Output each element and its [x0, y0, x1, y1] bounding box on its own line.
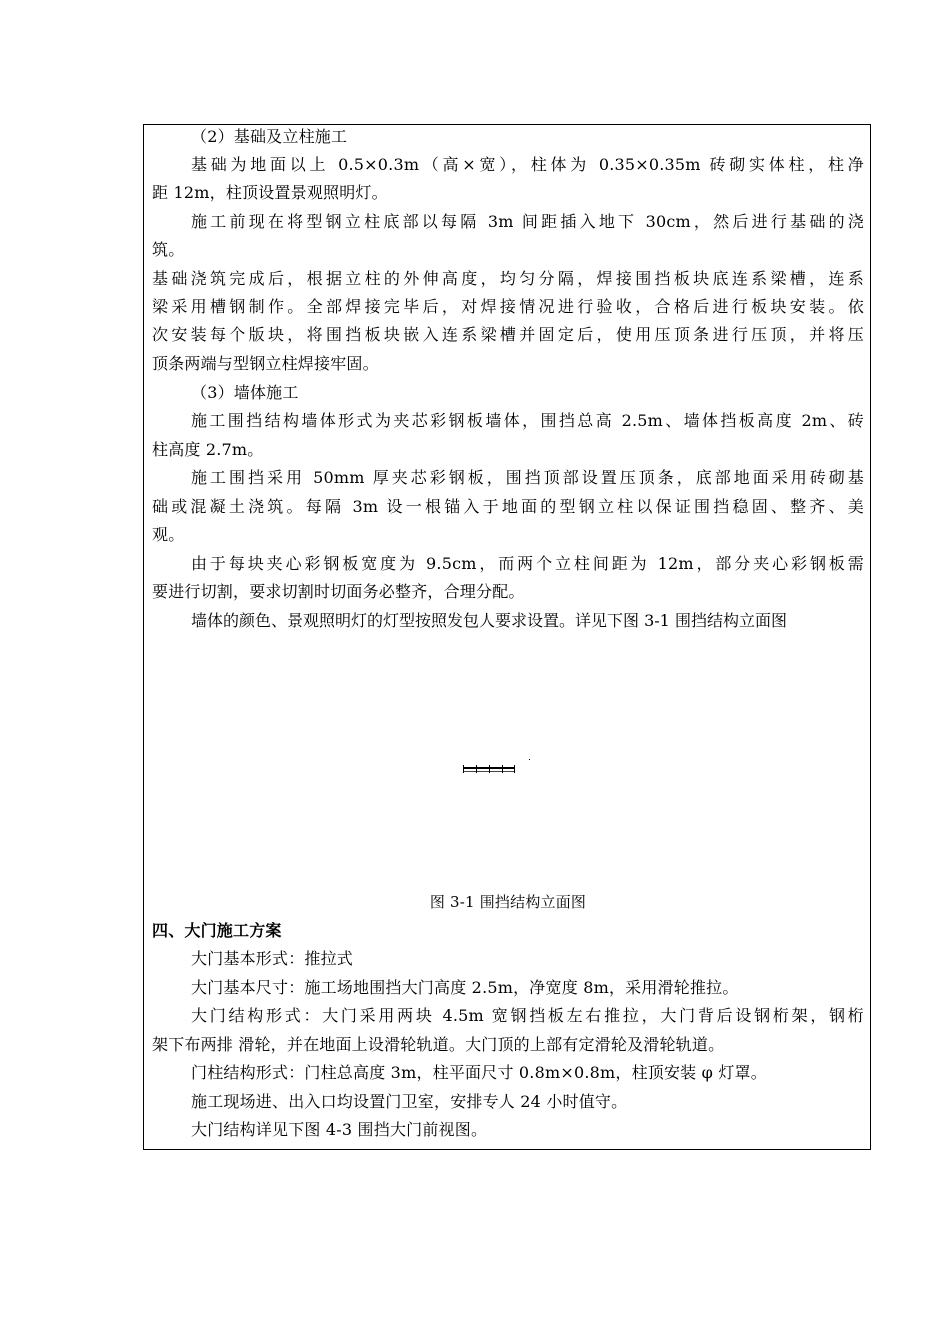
paragraph-line: 大门结构详见下图 4-3 围挡大门前视图。 — [191, 1120, 488, 1139]
paragraph-line: 施工围挡结构墙体形式为夹芯彩钢板墙体，围挡总高 2.5m、墙体挡板高度 2m、砖 — [191, 411, 864, 430]
paragraph-line: 基础浇筑完成后，根据立柱的外伸高度，均匀分隔，焊接围挡板块底连系梁槽，连系 — [152, 269, 864, 288]
paragraph-line: 由于每块夹心彩钢板宽度为 9.5cm，而两个立柱间距为 12m，部分夹心彩钢板需 — [191, 554, 864, 573]
section-4-heading: 四、大门施工方案 — [152, 921, 282, 940]
section-2-title: （2）基础及立柱施工 — [191, 127, 348, 146]
paragraph-line: 施工现场进、出入口均设置门卫室，安排专人 24 小时值守。 — [191, 1092, 628, 1111]
paragraph-line: 要进行切割，要求切割时切面务必整齐，合理分配。 — [152, 582, 525, 601]
figure-caption: 图 3-1 围挡结构立面图 — [429, 893, 587, 911]
section-3-title: （3）墙体施工 — [191, 383, 299, 402]
paragraph-line: 施工围挡采用 50mm 厚夹芯彩钢板，围挡顶部设置压顶条，底部地面采用砖砌基 — [191, 468, 864, 487]
paragraph-line: 观。 — [152, 525, 185, 544]
paragraph-line: 门柱结构形式：门柱总高度 3m，柱平面尺寸 0.8m×0.8m，柱顶安装 φ 灯罩。 — [191, 1063, 767, 1082]
document-frame — [143, 124, 871, 1150]
paragraph-line: 次安装每个版块，将围挡板块嵌入连系梁槽并固定后，使用压顶条进行压顶，并将压 — [152, 325, 864, 344]
paragraph-line: 基础为地面以上 0.5×0.3m（高×宽），柱体为 0.35×0.35m 砖砌实体柱，柱净 — [191, 155, 864, 174]
paragraph-line: 础或混凝土浇筑。每隔 3m 设一根锚入于地面的型钢立柱以保证围挡稳固、整齐、美 — [152, 497, 864, 516]
paragraph-line: 大门基本形式：推拉式 — [191, 949, 354, 968]
paragraph-line: 大门基本尺寸：施工场地围挡大门高度 2.5m，净宽度 8m，采用滑轮推拉。 — [191, 978, 739, 997]
paragraph-line: 大门结构形式：大门采用两块 4.5m 宽钢挡板左右推拉，大门背后设钢桁架，钢桁 — [191, 1006, 864, 1025]
paragraph-line: 架下布两排 滑轮，并在地面上设滑轮轨道。大门顶的上部有定滑轮及滑轮轨道。 — [152, 1035, 725, 1054]
paragraph-line: 柱高度 2.7m。 — [152, 440, 264, 459]
paragraph-line: 顶条两端与型钢立柱焊接牢固。 — [152, 354, 379, 373]
paragraph-line: 梁采用槽钢制作。全部焊接完毕后，对焊接情况进行验收，合格后进行板块安装。依 — [152, 297, 864, 316]
fence-elevation-figure — [463, 759, 519, 779]
paragraph-line: 筑。 — [152, 240, 185, 259]
paragraph-line: 施工前现在将型钢立柱底部以每隔 3m 间距插入地下 30cm，然后进行基础的浇 — [191, 212, 864, 231]
paragraph-line: 距 12m，柱顶设置景观照明灯。 — [152, 183, 388, 202]
paragraph-line: 墙体的颜色、景观照明灯的灯型按照发包人要求设置。详见下图 3-1 围挡结构立面图 — [191, 611, 787, 630]
